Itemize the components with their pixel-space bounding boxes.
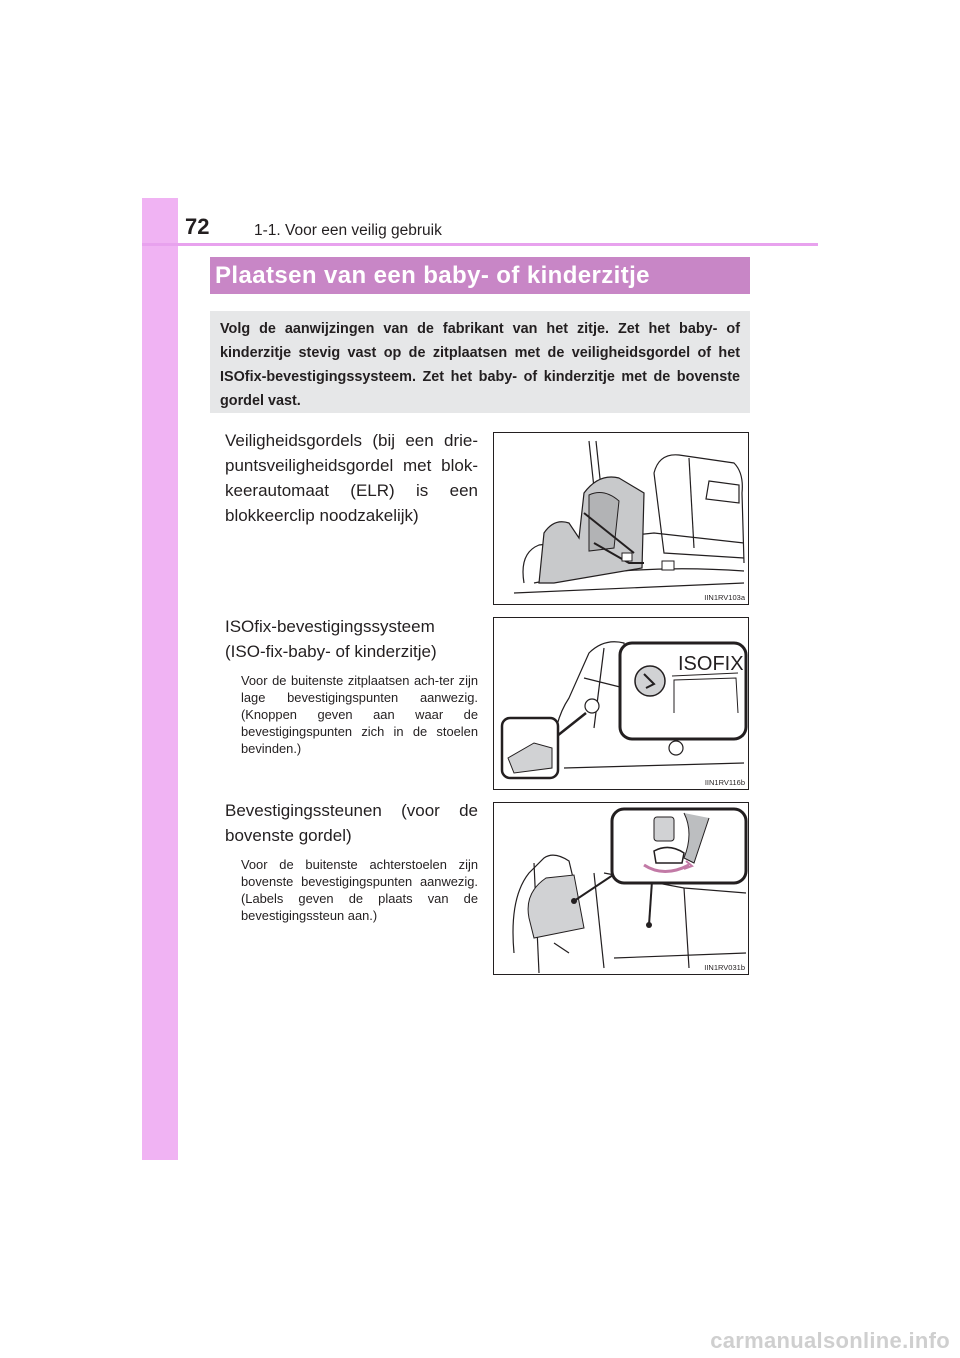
figure-code: IIN1RV031b bbox=[704, 963, 745, 972]
item-heading: Bevestigingssteunen (voor de bovenste gordel) bbox=[225, 801, 478, 845]
intro-text: Volg de aanwijzingen van de fabrikant van het zitje. Zet het baby- of kinderzitje stevig vast op de zitplaatsen met de veiligheidsgordel of het ISOfix-bevestigingssysteem. Zet het baby- of kinderzitje met de bovenste gordel vast. bbox=[220, 321, 740, 409]
watermark: carmanualsonline.info bbox=[710, 1328, 950, 1353]
isofix-illustration bbox=[494, 618, 748, 789]
figure-tether-anchors bbox=[493, 802, 749, 975]
header-divider bbox=[142, 243, 818, 246]
item-heading: Veiligheidsgordels (bij een drie-puntsveiligheidsgordel met blok-keerautomaat (ELR) is een blokkeerclip noodzakelijk) bbox=[225, 431, 478, 525]
figure-isofix-anchors bbox=[493, 617, 749, 790]
item-body: Voor de buitenste zitplaatsen ach-ter zijn lage bevestigingspunten aanwezig. (Knoppen geven aan waar de bevestigingspunten zich in de stoelen bevinden.) bbox=[241, 673, 478, 756]
chapter-sidebar-tab bbox=[142, 198, 178, 1160]
page-number: 72 bbox=[185, 214, 210, 239]
item-seatbelts bbox=[225, 428, 478, 528]
item-top-tether bbox=[225, 798, 478, 924]
figure-seatbelt-childseat bbox=[493, 432, 749, 605]
item-body: Voor de buitenste achterstoelen zijn bovenste bevestigingspunten aanwezig. (Labels geven de plaats van de bevestigingssteun aan.) bbox=[241, 857, 478, 923]
item-heading: ISOfix-bevestigingssysteem (ISO-fix-baby- of kinderzitje) bbox=[225, 617, 437, 661]
figure-code: IIN1RV103a bbox=[704, 593, 745, 602]
isofix-label: ISOFIX bbox=[678, 653, 744, 675]
page-title: Plaatsen van een baby- of kinderzitje bbox=[210, 257, 750, 294]
tether-illustration bbox=[494, 803, 748, 974]
intro-box bbox=[210, 311, 750, 413]
child-seat-belt-illustration bbox=[494, 433, 748, 604]
section-title: 1-1. Voor een veilig gebruik bbox=[254, 222, 442, 239]
item-isofix bbox=[225, 614, 478, 757]
figure-code: IIN1RV116b bbox=[704, 778, 745, 787]
